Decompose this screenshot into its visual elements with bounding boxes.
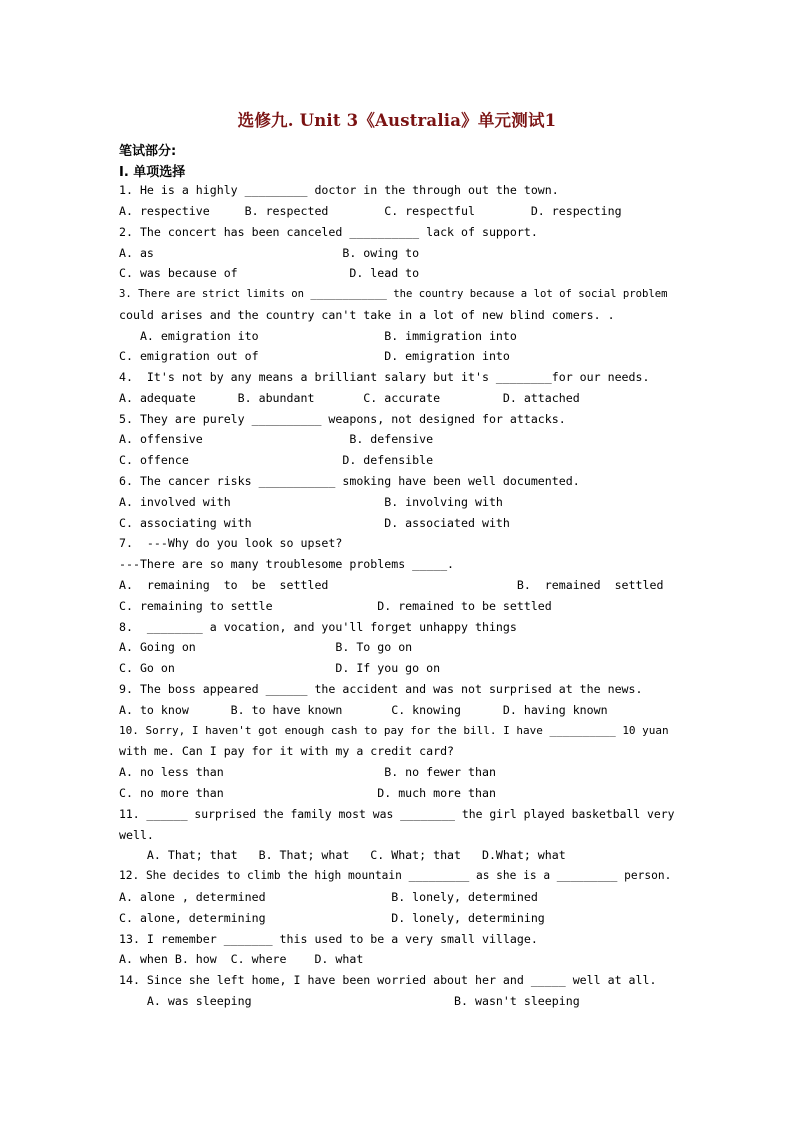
option-line: C. associating with D. associated with (119, 516, 510, 530)
option-line: A. when B. how C. where D. what (119, 952, 364, 966)
question-line: 11. ______ surprised the family most was ________ the girl played basketball very (119, 807, 675, 821)
question-line: 1. He is a highly _________ doctor in the through out the town. (119, 183, 559, 197)
question-line: 14. Since she left home, I have been worried about her and _____ well at all. (119, 973, 657, 987)
option-line: A. That; that B. That; what C. What; that D.What; what (119, 848, 566, 862)
section-heading-written: 笔试部分: (119, 144, 177, 159)
question-line: 9. The boss appeared ______ the accident and was not surprised at the news. (119, 682, 643, 696)
option-line: A. adequate B. abundant C. accurate D. attached (119, 391, 580, 405)
option-line: C. emigration out of D. emigration into (119, 349, 510, 363)
question-line: 6. The cancer risks ___________ smoking have been well documented. (119, 474, 580, 488)
question-line: 8. ________ a vocation, and you'll forget unhappy things (119, 620, 517, 634)
section-heading-single-choice: I. 单项选择 (119, 165, 186, 180)
question-line: 2. The concert has been canceled __________ lack of support. (119, 225, 538, 239)
page-title: 选修九. Unit 3《Australia》单元测试1 (237, 111, 557, 130)
question-line: 4. It's not by any means a brilliant salary but it's ________for our needs. (119, 370, 650, 384)
question-line: well. (119, 828, 154, 842)
question-line: 5. They are purely __________ weapons, not designed for attacks. (119, 412, 566, 426)
question-line: could arises and the country can't take in a lot of new blind comers. . (119, 308, 615, 322)
option-line: A. alone , determined B. lonely, determined (119, 890, 538, 904)
option-line: A. to know B. to have known C. knowing D. having known (119, 703, 608, 717)
option-line: C. offence D. defensible (119, 453, 434, 467)
option-line: C. remaining to settle D. remained to be settled (119, 599, 552, 613)
option-line: A. Going on B. To go on (119, 640, 413, 654)
question-line: 10. Sorry, I haven't got enough cash to pay for the bill. I have __________ 10 yuan (119, 724, 669, 737)
option-line: A. no less than B. no fewer than (119, 765, 496, 779)
option-line: C. was because of D. lead to (119, 266, 420, 280)
option-line: A. was sleeping B. wasn't sleeping (119, 994, 580, 1008)
question-line: with me. Can I pay for it with my a credit card? (119, 744, 455, 758)
question-line: ---There are so many troublesome problems _____. (119, 557, 455, 571)
option-line: A. remaining to be settled B. remained settled (119, 578, 664, 592)
option-line: A. emigration ito B. immigration into (119, 329, 517, 343)
question-line: 13. I remember _______ this used to be a very small village. (119, 932, 538, 946)
option-line: A. offensive B. defensive (119, 432, 434, 446)
option-line: C. Go on D. If you go on (119, 661, 441, 675)
option-line: C. alone, determining D. lonely, determining (119, 911, 545, 925)
question-line: 7. ---Why do you look so upset? (119, 536, 343, 550)
option-line: A. as B. owing to (119, 246, 420, 260)
option-line: A. involved with B. involving with (119, 495, 503, 509)
question-line: 12. She decides to climb the high mountain _________ as she is a _________ person. (119, 869, 672, 882)
question-line: 3. There are strict limits on ____________ the country because a lot of social problem (119, 288, 668, 300)
option-line: C. no more than D. much more than (119, 786, 496, 800)
option-line: A. respective B. respected C. respectful D. respecting (119, 204, 622, 218)
